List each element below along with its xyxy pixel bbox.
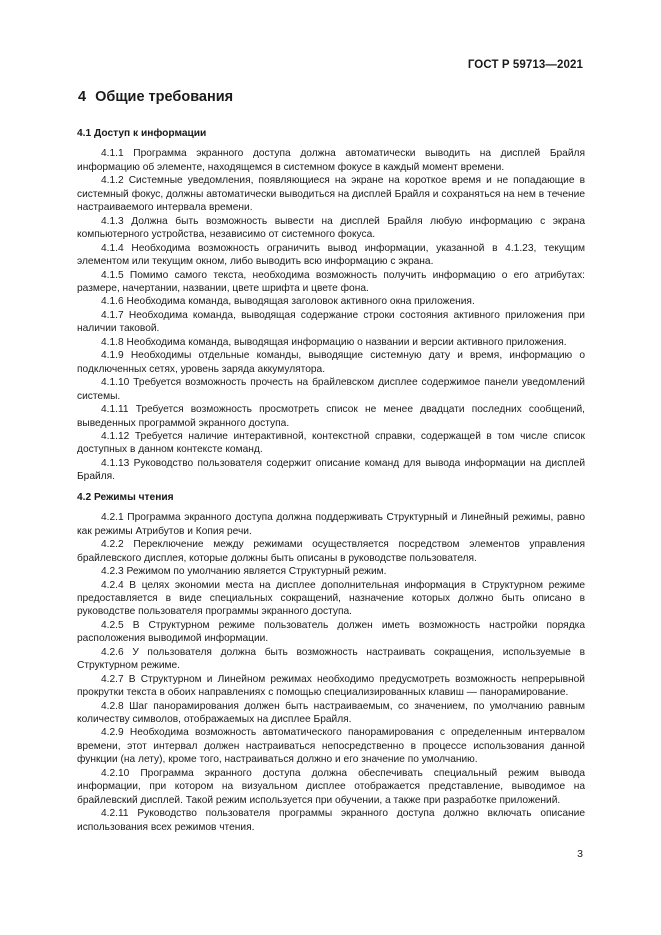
clause-text: Режимом по умолчанию является Структурный режим. <box>126 566 387 578</box>
clause-text: Должна быть возможность вывести на дисплей Брайля любую информацию с экрана компьютерного устройства, независимо от системного фокуса. <box>77 215 585 241</box>
clause-number: 4.1.13 <box>101 457 134 469</box>
clause-number: 4.2.6 <box>101 646 133 658</box>
clause-number: 4.2.11 <box>101 808 138 820</box>
clause-number: 4.1.5 <box>101 269 130 281</box>
clause-number: 4.1.10 <box>101 377 134 389</box>
clause-paragraph <box>77 242 585 269</box>
clause-paragraph <box>77 376 585 403</box>
clause-text: Программа экранного доступа должна поддерживать Структурный и Линейный режимы, равно как режимы Атрибутов и Копия речи. <box>77 512 585 537</box>
clause-text: Необходима возможность автоматического панорамирования с определенным интервалом времени, этот интервал должен настраиваться непосредственно в процессе использования данной функции (на лету), кроме того, настраиваться должно и его значение по умолчанию. <box>77 727 585 766</box>
clause-text: Необходима команда, выводящая заголовок активного окна приложения. <box>126 296 475 308</box>
clause-number: 4.1.9 <box>101 350 131 362</box>
clause-number: 4.1.3 <box>101 215 132 227</box>
clause-paragraph <box>77 673 585 700</box>
clause-text: Требуется возможность просмотреть список не менее двадцати последних сообщений, выведенных программой экранного доступа. <box>77 404 585 429</box>
clause-number: 4.2.3 <box>101 566 127 578</box>
clause-paragraph <box>77 646 585 673</box>
clause-text: У пользователя должна быть возможность настраивать сокращения, используемые в Структурном режиме. <box>77 646 585 672</box>
subsection-title: Режимы чтения <box>94 491 174 503</box>
clause-paragraph <box>77 767 585 807</box>
clause-text: Руководство пользователя содержит описание команд для вывода информации на дисплей Брайля. <box>77 457 586 483</box>
clause-number: 4.1.12 <box>101 430 135 442</box>
clause-text: Шаг панорамирования должен быть настраиваемым, со значением, по умолчанию равным количеству символов, отображаемых на дисплее Брайля. <box>77 700 585 726</box>
clause-number: 4.1.7 <box>101 309 129 321</box>
clause-number: 4.2.8 <box>101 700 130 712</box>
clause-paragraph <box>77 174 585 214</box>
clause-paragraph <box>77 349 585 376</box>
clause-number: 4.2.2 <box>101 539 134 551</box>
clause-paragraph <box>77 147 585 174</box>
clause-number: 4.1.2 <box>101 175 129 187</box>
clause-text: Программа экранного доступа должна автоматически выводить на дисплей Брайля информацию об элементе, находящемся в системном фокусе в каждый момент времени. <box>77 148 585 173</box>
clause-paragraph <box>77 269 585 296</box>
clause-text: В целях экономии места на дисплее дополнительная информация в Структурном режиме предоставляется в виде специальных сокращений, назначение которых должно быть описано в руководстве пользователя программы экранного доступа. <box>77 579 585 618</box>
clause-number: 4.1.6 <box>101 296 127 308</box>
clause-number: 4.2.7 <box>101 673 129 685</box>
clause-text: Требуется возможность прочесть на брайлевском дисплее содержимое панели уведомлений системы. <box>77 377 585 402</box>
clause-paragraph <box>77 309 585 336</box>
section-heading <box>78 89 233 105</box>
clause-paragraph <box>77 807 585 834</box>
document-body <box>77 127 585 834</box>
clause-text: Требуется наличие интерактивной, контекстной справки, содержащей в том числе список доступных в данном контексте команд. <box>77 430 585 456</box>
clause-text: В Структурном и Линейном режимах необходимо предусмотреть возможность непрерывной прокрутки текста в обоих направлениях с помощью специализированных клавиш — панорамирование. <box>77 673 585 699</box>
clause-text: Необходима команда, выводящая содержание строки состояния активного приложения при наличии таковой. <box>77 309 585 335</box>
clause-paragraph <box>77 619 585 646</box>
clause-number: 4.1.8 <box>101 336 127 348</box>
clause-paragraph <box>77 457 585 484</box>
clause-number: 4.1.11 <box>101 404 136 416</box>
section-title: Общие требования <box>95 89 234 105</box>
clause-text: Необходимы отдельные команды, выводящие системную дату и время, информацию о подключенных сетях, уровень заряда аккумулятора. <box>77 350 585 375</box>
clause-text: Необходима команда, выводящая информацию о названии и версии активного приложения. <box>126 336 567 348</box>
clause-text: Системные уведомления, появляющиеся на экране на короткое время и не попадающие в системный фокус, должны автоматически выводиться на дисплей Брайля и сохраняться на нем в течение настраиваемого интервала времени. <box>77 175 585 214</box>
clause-paragraph <box>77 565 585 578</box>
subsection-number: 4.1 <box>77 128 94 139</box>
section-number: 4 <box>78 89 87 105</box>
subsection-number: 4.2 <box>77 491 94 503</box>
clause-number: 4.1.1 <box>101 148 134 160</box>
clause-number: 4.2.10 <box>101 767 141 779</box>
clause-paragraph <box>77 430 585 457</box>
clause-text: Программа экранного доступа должна обеспечивать специальный режим вывода информации, при котором на визуальном дисплее отображается представление, выводимое на брайлевский дисплей. Такой режим используется при обучении, а также при разработке приложений. <box>77 767 586 806</box>
clause-number: 4.2.9 <box>101 727 130 739</box>
clause-paragraph <box>77 726 585 766</box>
clause-paragraph <box>77 538 585 565</box>
clause-text: Помимо самого текста, необходима возможность получить информацию о его атрибутах: размере, начертании, названии, цвете шрифта и цвете фона. <box>77 269 585 294</box>
subsection-heading <box>77 127 585 140</box>
subsection-title: Доступ к информации <box>94 128 207 139</box>
clause-paragraph <box>77 295 585 308</box>
clause-text: Необходима возможность ограничить вывод информации, указанной в 4.1.23, текущим элементом или текущим окном, либо выводить всю информацию с экрана. <box>77 242 585 268</box>
subsection-heading <box>77 491 585 504</box>
page-number: 3 <box>577 848 583 860</box>
clause-paragraph <box>77 511 585 538</box>
clause-paragraph <box>77 579 585 619</box>
clause-number: 4.1.4 <box>101 242 132 254</box>
clause-paragraph <box>77 336 585 349</box>
clause-paragraph <box>77 700 585 727</box>
document-code: ГОСТ Р 59713—2021 <box>467 59 583 71</box>
clause-number: 4.2.1 <box>101 512 128 524</box>
clause-number: 4.2.5 <box>101 619 133 631</box>
clause-paragraph <box>77 215 585 242</box>
clause-number: 4.2.4 <box>101 579 130 591</box>
clause-text: В Структурном режиме пользователь должен иметь возможность настройки порядка расположения выводимой информации. <box>77 619 585 645</box>
clause-text: Переключение между режимами осуществляется посредством элементов управления брайлевского дисплея, которые должны быть описаны в руководстве пользователя. <box>77 539 585 564</box>
clause-text: Руководство пользователя программы экранного доступа должно включать описание использования всех режимов чтения. <box>77 808 585 833</box>
clause-paragraph <box>77 403 585 430</box>
